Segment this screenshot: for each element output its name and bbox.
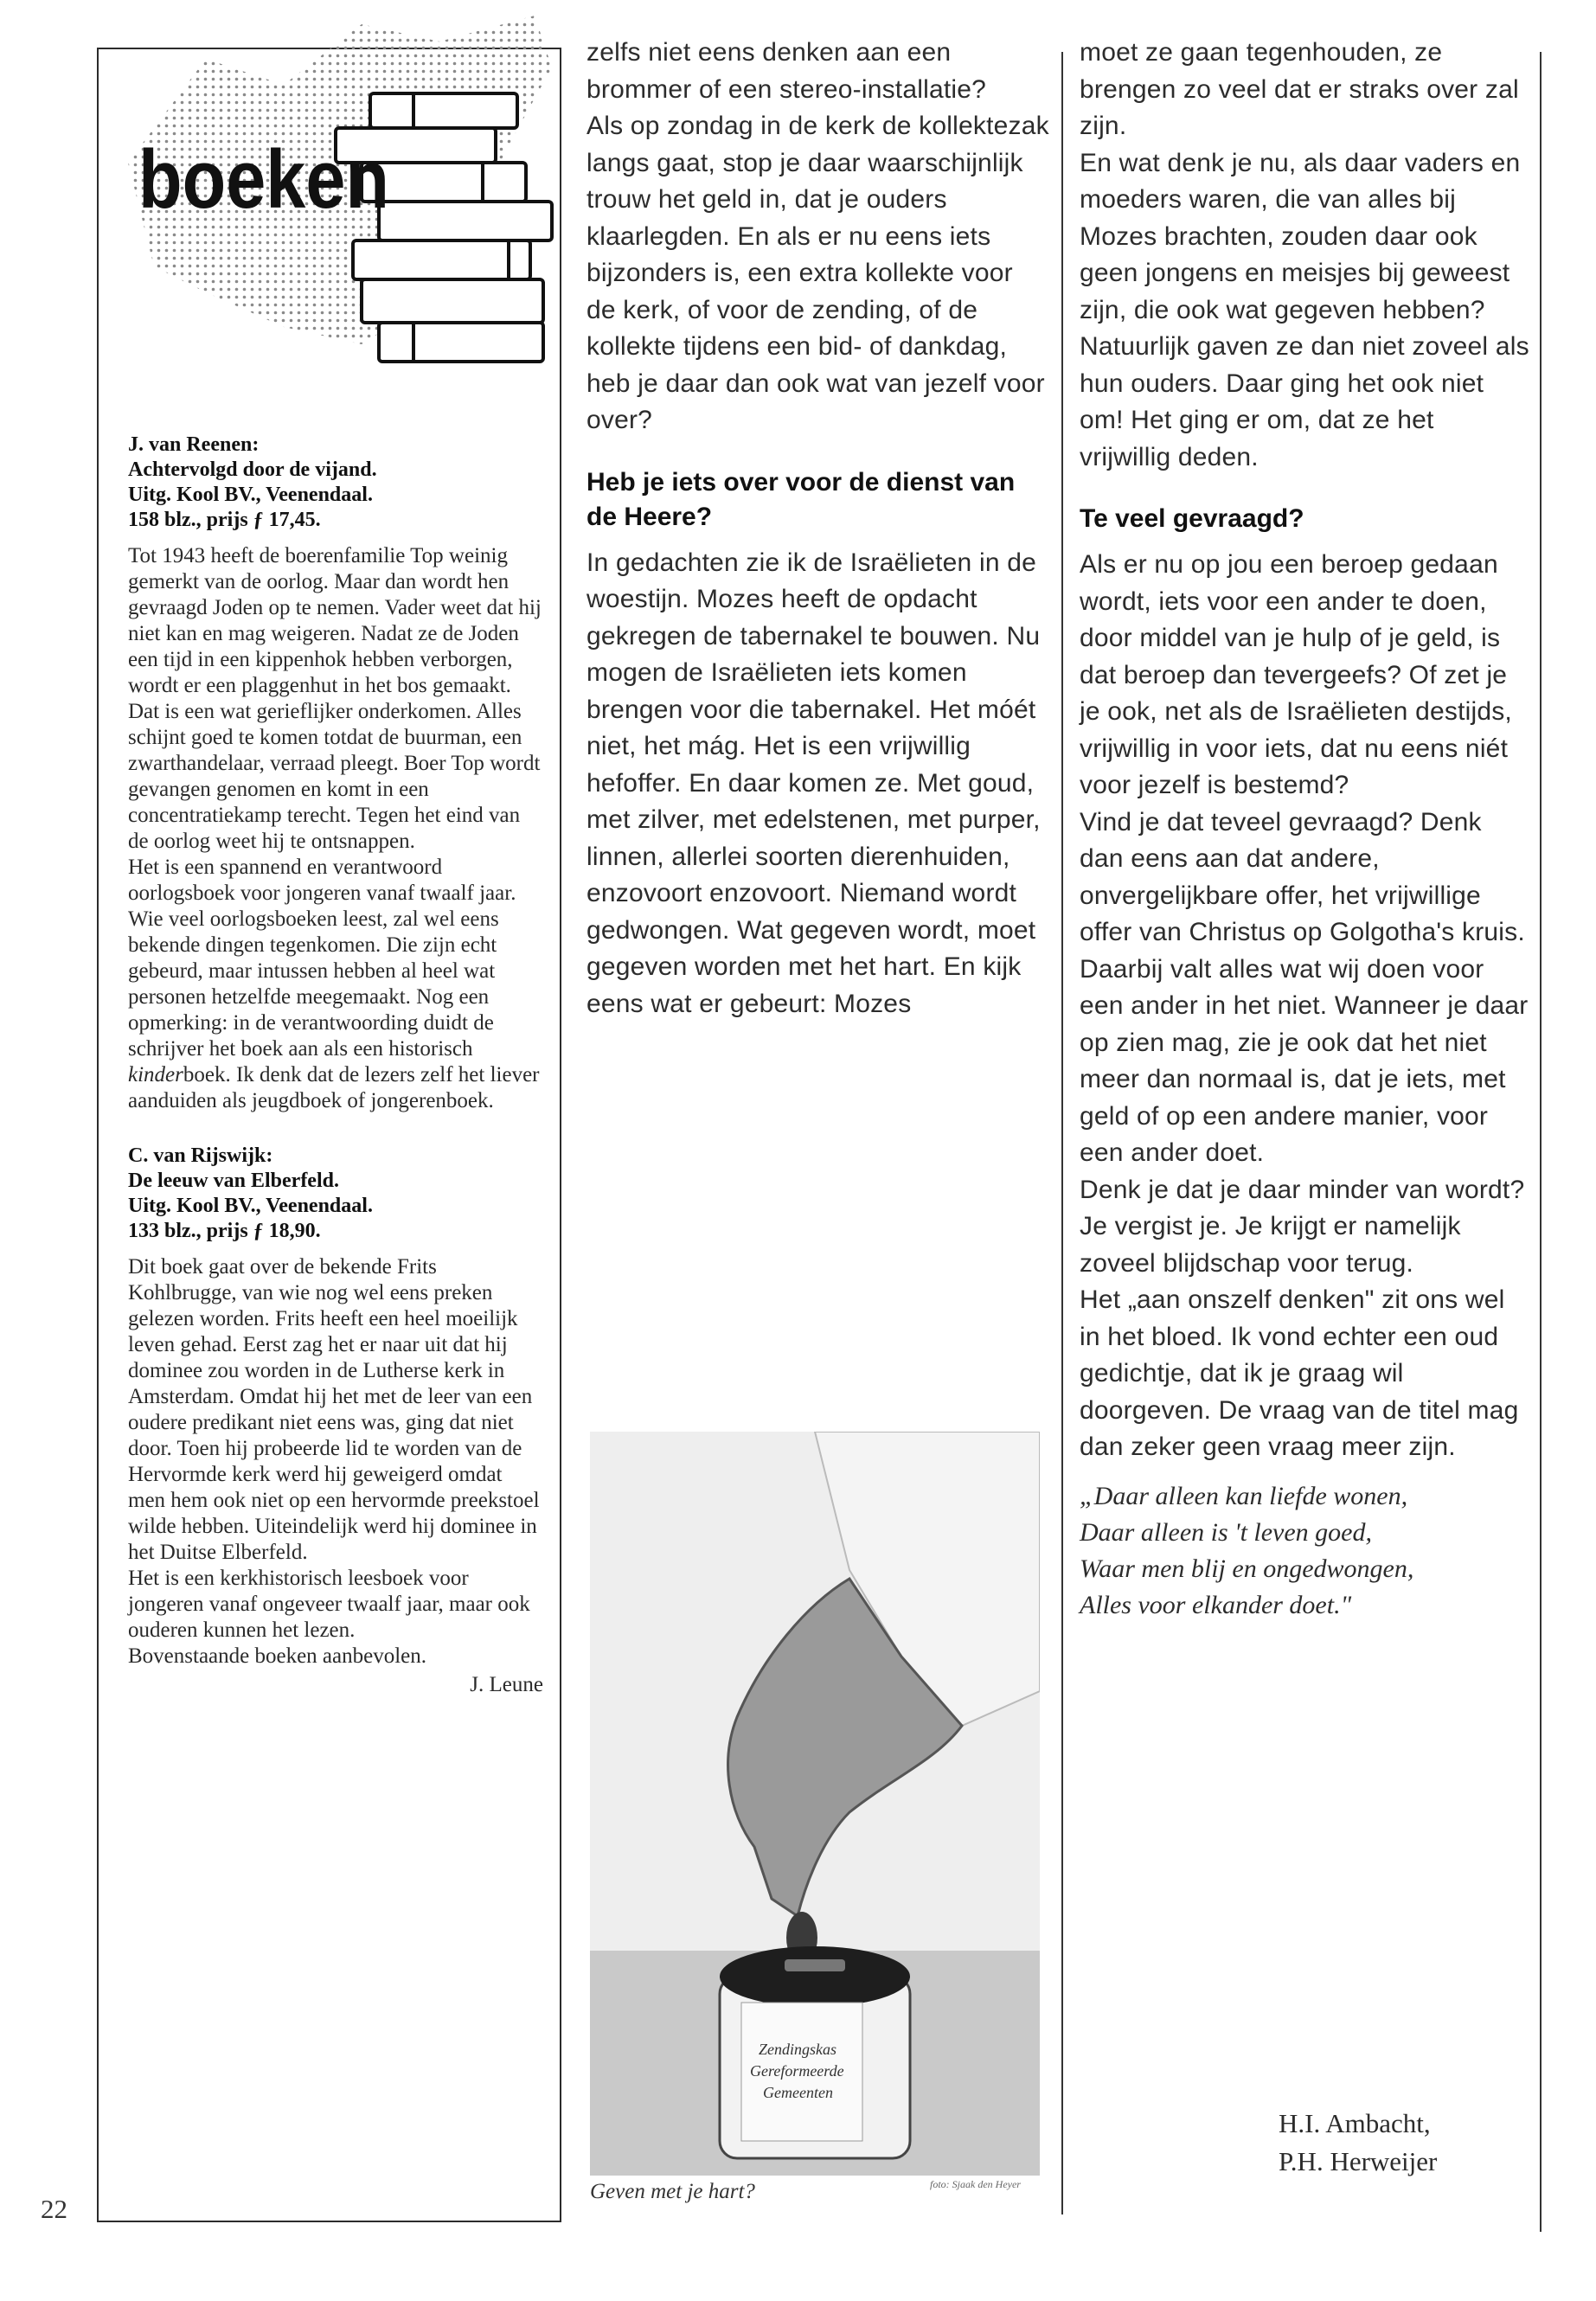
book-2-heading: C. van Rijswijk: De leeuw van Elberfeld. Uitg. Kool BV., Veenendaal. 133 blz., prijs ƒ 18,90.	[128, 1144, 373, 1242]
right-body: Als er nu op jou een beroep gedaan wordt, iets voor een ander te doen, door middel van je hulp of je geld, is dat beroep dan tevergeefs? Of zet je je ook, net als de Israëlieten destijds, vrijwillig in voor iets, dat nu eens niét voor jezelf is bestemd? Vind je dat teveel gevraagd? Denk dan eens aan dat andere, onvergelijkbare offer, het vrijwillige offer van Christus op Golgotha's kruis. Daarbij valt alles wat wij doen voor een ander in het niet. Wanneer je daar op zien mag, zie je ook dat het niet meer dan normaal is, dat je iets, met geld of op een andere manier, voor een ander doet. Denk je dat je daar minder van wordt? Je vergist je. Je krijgt er namelijk zoveel blijdschap voor terug. Het „aan onszelf denken" zit ons wel in het bloed. Ik vond echter een oud gedichtje, dat ik je graag wil doorgeven. De vraag van de titel mag dan zeker geen vraag meer zijn.	[1080, 550, 1529, 1461]
middle-body: In gedachten zie ik de Israëlieten in de woestijn. Mozes heeft de opdacht gekregen de tabernakel te bouwen. Nu mogen de Israëlieten iets komen brengen voor die tabernakel. Het móét niet, het mág. Het is een vrijwillig hefoffer. En daar komen ze. Met goud, met zilver, met edelstenen, met purper, linnen, allerlei soorten dierenhuiden, enzovoort enzovoort. Niemand wordt gedwongen. Wat gegeven wordt, moet gegeven worden met het hart. En kijk eens wat er gebeurt: Mozes	[586, 548, 1041, 1018]
poem: „Daar alleen kan liefde wonen, Daar alleen is 't leven goed, Waar men blij en ongedwongen, Alles voor elkander doet."	[1080, 1481, 1414, 1619]
book-1-heading: J. van Reenen: Achtervolgd door de vijand. Uitg. Kool BV., Veenendaal. 158 blz., prijs ƒ 17,45.	[128, 433, 377, 531]
middle-intro: zelfs niet eens denken aan een brommer of een stereo-installatie? Als op zondag in de kerk de kollektezak langs gaat, stop je daar waarschijnlijk trouw het geld in, dat je ouders klaarlegden. En als er nu eens iets bijzonders is, een extra kollekte voor de kerk, of voor de zending, of de kollekte tijdens een bid- of dankdag, heb je daar dan ook wat van jezelf voor over?	[586, 38, 1049, 434]
book-2-review: Dit boek gaat over de bekende Frits Kohlbrugge, van wie nog wel eens preken gelezen worden. Frits heeft een heel moeilijk leven gehad. Eerst zag het er naar uit dat hij dominee zou worden in de Lutherse kerk in Amsterdam. Omdat hij het met de leer van een oudere predikant niet eens was, ging dat niet door. Toen hij probeerde lid te worden van de Hervormde kerk werd hij geweigerd omdat men hem ook niet op een hervormde preekstoel wilde hebben. Uiteindelijk werd hij dominee in het Duitse Elberfeld. Het is een kerkhistorisch leesboek voor jongeren vanaf ongeveer twaalf jaar, maar ook ouderen kunnen het lezen. Bovenstaande boeken aanbevolen.	[128, 1255, 540, 1668]
right-column	[1080, 35, 1529, 1624]
book-1-review: Tot 1943 heeft de boerenfamilie Top weinig gemerkt van de oorlog. Maar dan wordt hen gevraagd Joden op te nemen. Vader weet dat hij niet kan en mag weigeren. Nadat ze de Joden een tijd in een kippenhok hebben verborgen, wordt er een plaggenhut in het bos gemaakt. Dat is een wat gerieflijker onderkomen. Alles schijnt goed te komen totdat de buurman, een zwarthandelaar, verraad pleegt. Boer Top wordt gevangen genomen en komt in een concentratiekamp terecht. Tegen het eind van de oorlog weet hij te ontsnappen. Het is een spannend en verantwoord oorlogsboek voor jongeren vanaf twaalf jaar. Wie veel oorlogsboeken leest, zal wel eens bekende dingen tegenkomen. Die zijn echt gebeurd, maar intussen hebben al heel wat personen hetzelfde meegemaakt. Nog een opmerking: in de verantwoording duidt de schrijver het boek aan als een historisch kinderboek. Ik denk dat de lezers zelf het liever aanduiden als jeugdboek of jongerenboek.	[128, 544, 542, 1112]
middle-column	[586, 35, 1049, 1022]
right-intro: moet ze gaan tegenhouden, ze brengen zo veel dat er straks over zal zijn. En wat denk je nu, als daar vaders en moeders waren, die van alles bij Mozes brachten, zouden daar ook geen jongens en meisjes bij geweest zijn, die ook wat gegeven hebben? Natuurlijk gaven ze dan niet zoveel als hun ouders. Daar ging het ook niet om! Het ging er om, dat ze het vrijwillig deden.	[1080, 38, 1529, 471]
svg-text:Gemeenten: Gemeenten	[763, 2084, 833, 2101]
middle-heading: Heb je iets over voor de dienst van de Heere?	[586, 467, 1016, 531]
boeken-logo	[102, 7, 586, 413]
donation-photo	[590, 1432, 1040, 2176]
svg-text:Zendingskas: Zendingskas	[759, 2041, 836, 2058]
svg-text:Gereformeerde: Gereformeerde	[750, 2062, 844, 2080]
photo-credit: foto: Sjaak den Heyer	[930, 2178, 1021, 2190]
right-edge-rule	[1540, 52, 1542, 2232]
page-number: 22	[41, 2194, 67, 2224]
right-heading: Te veel gevraagd?	[1080, 504, 1304, 533]
collection-box	[720, 1946, 910, 2158]
book-reviews	[128, 433, 543, 1697]
photo-caption: Geven met je hart?	[590, 2180, 755, 2203]
review-signature: J. Leune	[470, 1673, 543, 1696]
logo-text: boeken	[138, 133, 389, 226]
column-divider	[1061, 52, 1063, 2214]
article-signature: H.I. Ambacht, P.H. Herweijer	[1279, 2108, 1438, 2176]
